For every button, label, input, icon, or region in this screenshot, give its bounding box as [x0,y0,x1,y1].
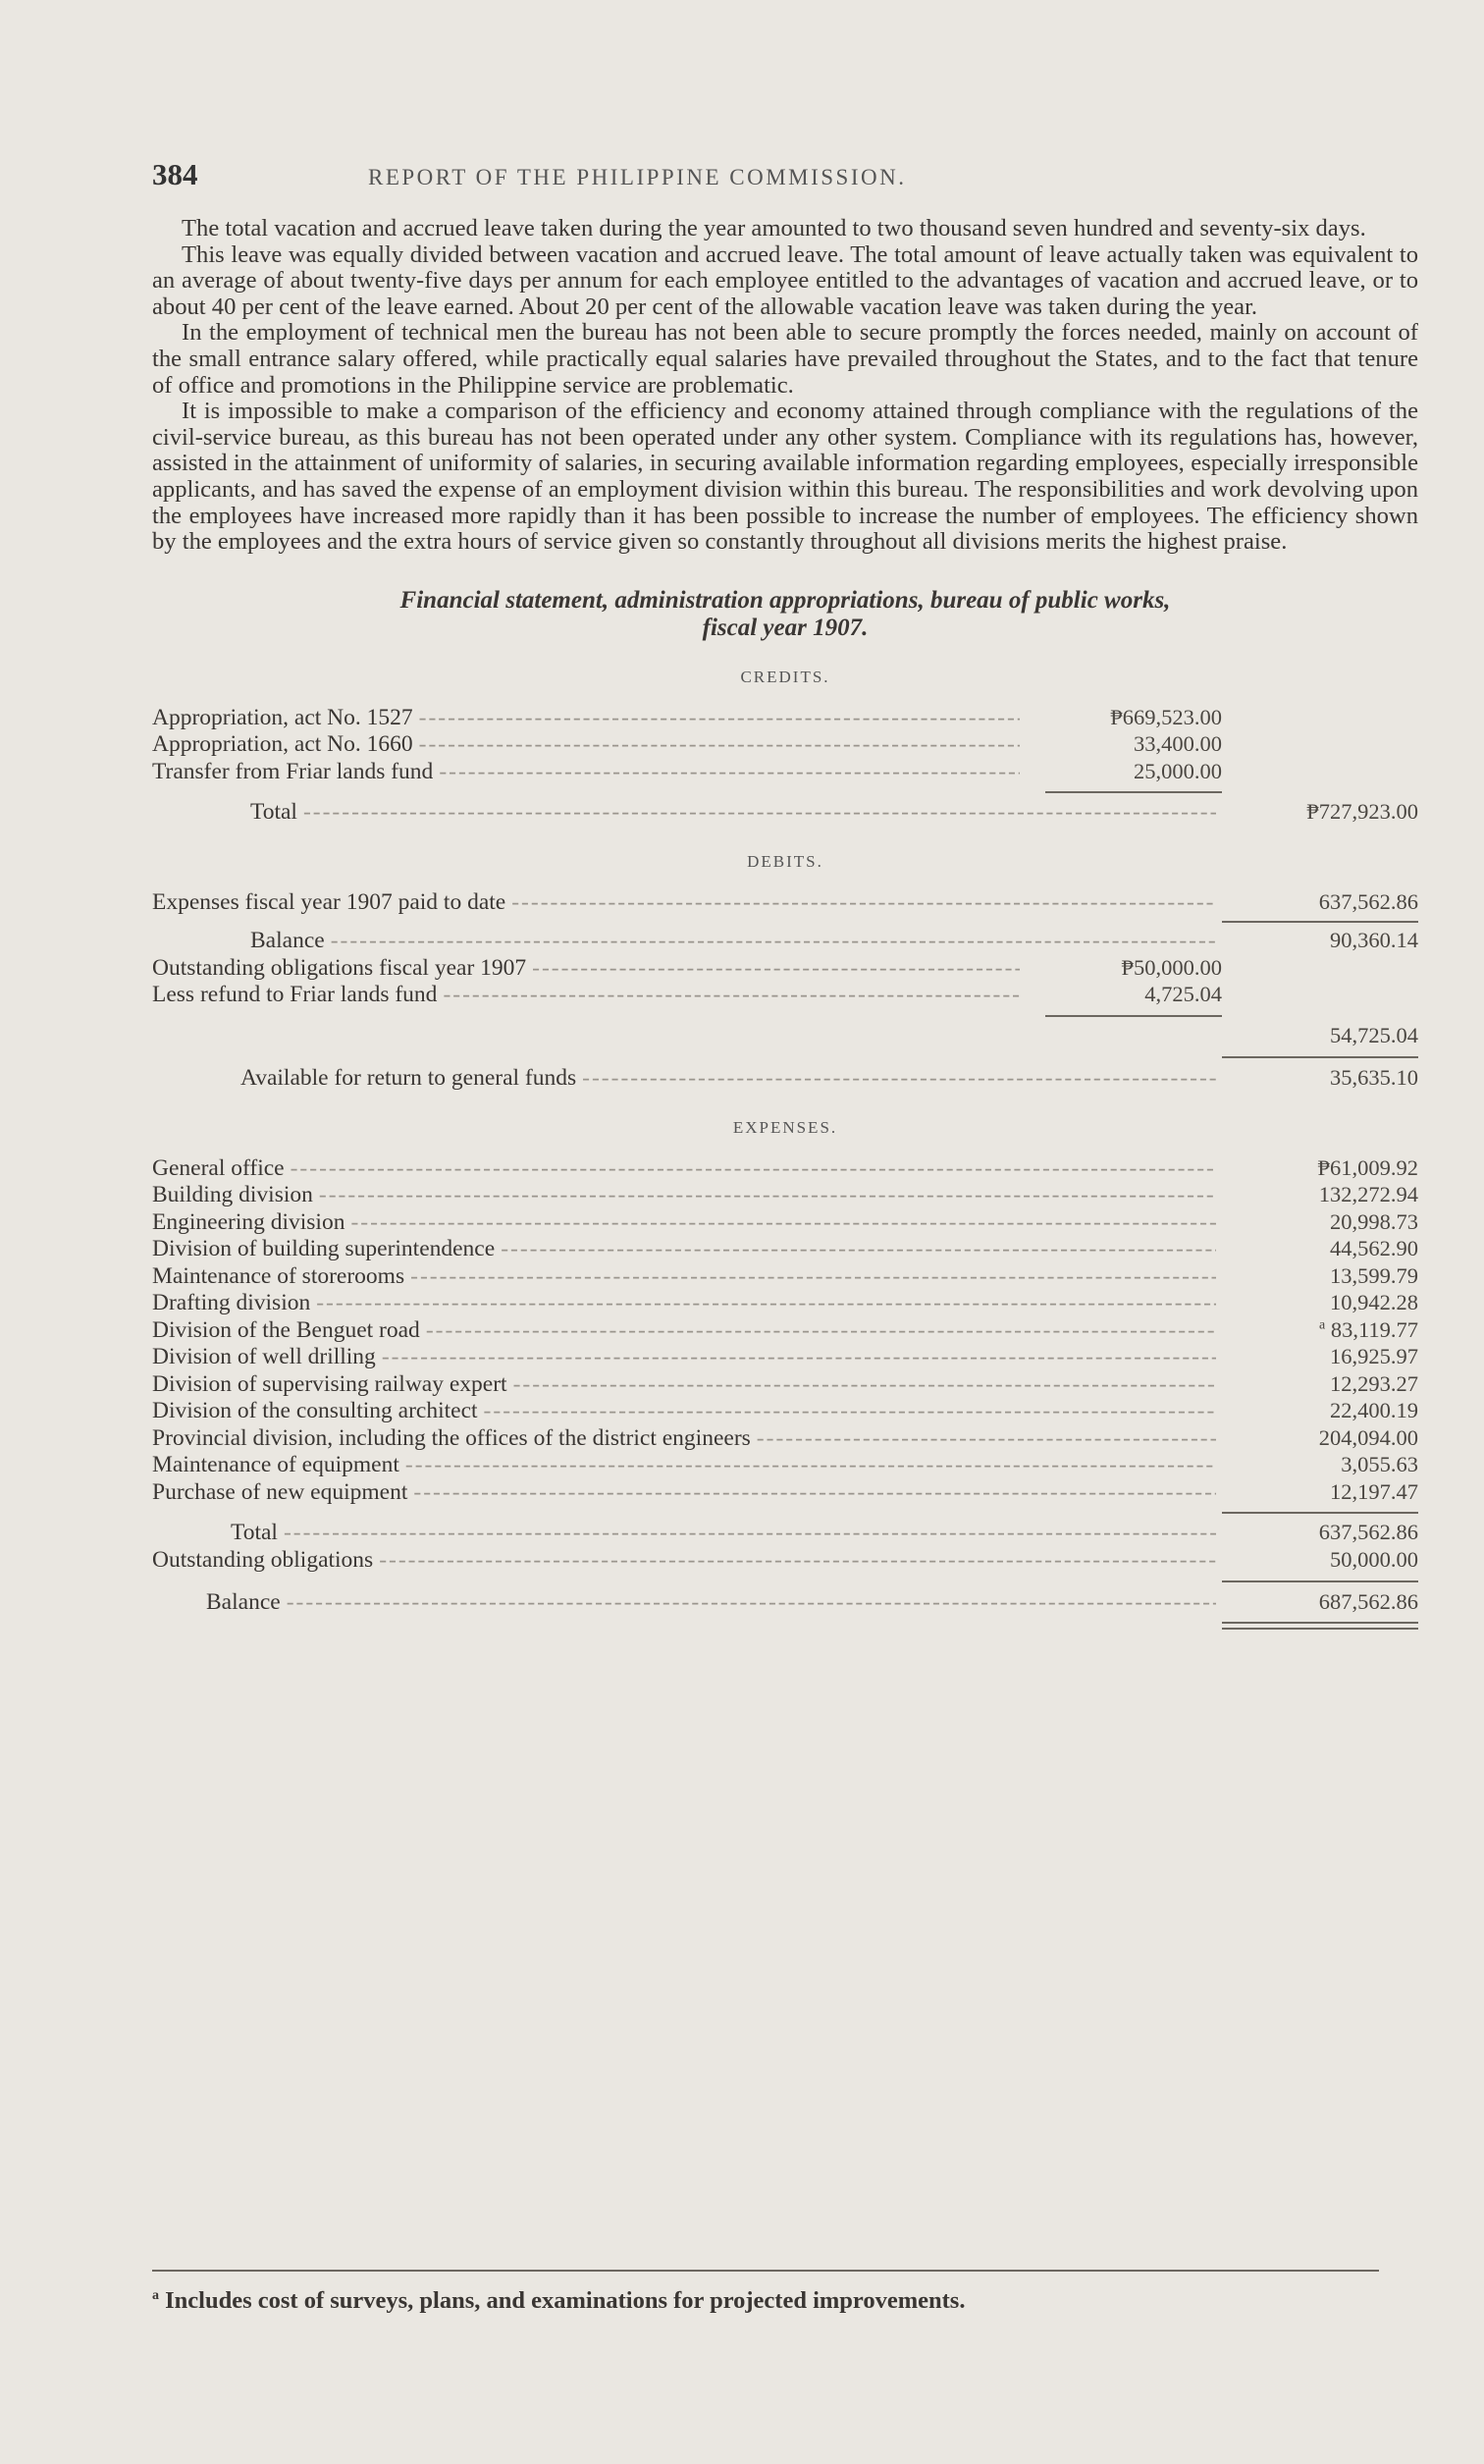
credit-amount: 33,400.00 [1134,731,1222,757]
running-title: REPORT OF THE PHILIPPINE COMMISSION. [368,165,907,189]
expense-label: Engineering division [152,1208,345,1235]
expense-label: Maintenance of equipment [152,1452,399,1478]
expenses-balance-row [152,1589,1418,1617]
expense-row [152,1317,1418,1345]
outstanding-label: Outstanding obligations fiscal year 1907 [152,954,527,981]
final-double-rule [152,1617,1418,1634]
leader-dots [419,705,1020,731]
expense-row [152,1479,1418,1507]
credit-row [152,759,1418,786]
expense-label: Drafting division [152,1290,311,1316]
expense-label: Purchase of new equipment [152,1478,408,1505]
expense-amount: 204,094.00 [1318,1424,1418,1450]
expense-label: Division of building superintendence [152,1236,496,1262]
balance-label: Balance [250,928,325,954]
paragraph-2: This leave was equally divided between vacation and accrued leave. The total amount of leave actually taken was equivalent to an average of about twenty-five days per annum for each employee entitled to the advantages of vacation and accrued leave, or to about 40 per cent of the leave earned. About 20 per cent of the allowable vacation leave was taken during the year. [152,241,1418,320]
credit-label: Appropriation, act No. 1527 [152,704,413,730]
credit-label: Transfer from Friar lands fund [152,758,434,784]
expenses-paid-row [152,889,1418,917]
expenses-table [152,1155,1418,1634]
expenses-balance-label: Balance [206,1589,281,1616]
refund-row [152,982,1418,1009]
expense-amount: 44,562.90 [1330,1236,1418,1261]
expense-label: Maintenance of storerooms [152,1262,405,1289]
expense-row [152,1182,1418,1209]
credit-row [152,731,1418,759]
refund-rule [152,1009,1418,1023]
expense-label: Division of the Benguet road [152,1316,420,1343]
leader-dots [532,955,1020,982]
leader-dots [303,799,1216,826]
leader-dots [287,1589,1216,1616]
credits-total-label: Total [250,799,297,826]
expenses-balance-amount: 687,562.86 [1318,1589,1418,1615]
balance-rule [152,1574,1418,1589]
outstanding-amount: ₱50,000.00 [1121,954,1222,980]
expenses-heading: EXPENSES. [732,1117,838,1137]
refund-amount: 4,725.04 [1144,982,1222,1007]
expense-label: Division of supervising railway expert [152,1370,507,1397]
leader-dots [582,1065,1216,1092]
paragraph-3: In the employment of technical men the bureau has not been able to secure promptly the forces needed, mainly on account of the small entrance salary offered, while practically equal salaries have prevailed throughout the States, and to the fact that tenure of office and promotions in the Philippine service are problematic. [152,319,1418,399]
credit-amount: 25,000.00 [1134,758,1222,783]
credits-table [152,705,1418,827]
page-header [152,157,1418,216]
balance-amount: 90,360.14 [1330,928,1418,953]
statement-caption [152,587,1418,642]
credits-subtotal-rule [152,785,1418,799]
expense-amount [1222,1317,1418,1343]
expenses-total-label: Total [231,1520,278,1546]
page-number: 384 [152,157,198,191]
credits-heading: CREDITS. [740,667,830,686]
available-label: Available for return to general funds [240,1065,577,1092]
page-content [152,157,1418,1634]
expense-row [152,1209,1418,1237]
footnote-separator [152,2270,1379,2272]
leader-dots [284,1520,1216,1546]
outstanding-row [152,955,1418,983]
leader-dots [511,889,1216,916]
expense-label: Division of well drilling [152,1344,376,1370]
expense-label: Division of the consulting architect [152,1398,478,1424]
leader-dots [439,759,1020,785]
debits-heading: DEBITS. [747,851,823,871]
expense-amount: 12,293.27 [1330,1370,1418,1396]
expense-label: Building division [152,1182,313,1208]
paragraph-1: The total vacation and accrued leave taken during the year amounted to two thousand seven hundred and seventy-six days. [182,215,1366,241]
credit-label: Appropriation, act No. 1660 [152,731,413,758]
leader-dots [379,1547,1216,1574]
caption-line-2: fiscal year 1907. [702,614,869,641]
footnote-marker: a [1318,1317,1326,1333]
net-obligations-row [152,1023,1418,1050]
net-obligations-amount: 54,725.04 [1330,1022,1418,1047]
available-amount: 35,635.10 [1330,1065,1418,1091]
balance-row [152,928,1418,955]
expense-label: Provincial division, including the offices of the district engineers [152,1424,751,1451]
expenses-outstanding-row [152,1547,1418,1575]
debits-rule [152,916,1418,928]
expense-amount: 12,197.47 [1330,1478,1418,1504]
expense-row [152,1290,1418,1317]
credits-total-row [152,799,1418,827]
expense-row [152,1371,1418,1399]
expenses-rule [152,1506,1418,1520]
expense-amount: ₱61,009.92 [1317,1154,1418,1180]
expense-amount: 16,925.97 [1330,1344,1418,1369]
debits-table [152,889,1418,1093]
footnote [152,2287,1379,2315]
refund-label: Less refund to Friar lands fund [152,982,438,1008]
footnote-marker: a [152,2287,159,2303]
available-rule [152,1049,1418,1065]
expense-amount-value: 83,119.77 [1330,1316,1418,1342]
expenses-outstanding-label: Outstanding obligations [152,1546,374,1573]
expense-amount: 13,599.79 [1330,1262,1418,1288]
expense-amount: 10,942.28 [1330,1290,1418,1315]
leader-dots [419,731,1020,758]
expense-row [152,1155,1418,1183]
expense-amount: 22,400.19 [1330,1398,1418,1423]
leader-dots [443,982,1020,1008]
leader-dots [331,928,1216,954]
expenses-total-row [152,1520,1418,1547]
expense-row [152,1398,1418,1425]
available-row [152,1065,1418,1093]
expense-amount: 20,998.73 [1330,1208,1418,1234]
credit-row [152,705,1418,732]
paragraph-4: It is impossible to make a comparison of the efficiency and economy attained through compliance with the regulations of the civil-service bureau, as this bureau has not been operated under any other system. Compliance with its regulations has, however, assisted in the attainment of uniformity of salaries, in securing available information regarding employees, especially irresponsible applicants, and has saved the expense of an employment division within this bureau. The responsibilities and work devolving upon the employees have increased more rapidly than it has been possible to increase the number of employees. The efficiency shown by the employees and the extra hours of service given so constantly throughout all divisions merits the highest praise. [152,398,1418,556]
expenses-paid-amount: 637,562.86 [1318,888,1418,914]
expense-row [152,1425,1418,1453]
expense-row [152,1263,1418,1291]
expense-row [152,1452,1418,1479]
credits-total-amount: ₱727,923.00 [1306,799,1418,825]
expense-row [152,1236,1418,1263]
footnote-text: Includes cost of surveys, plans, and examinations for projected improvements. [165,2287,966,2314]
caption-line-1: Financial statement, administration appropriations, bureau of public works, [399,586,1171,614]
expense-row [152,1344,1418,1371]
expenses-total-amount: 637,562.86 [1318,1520,1418,1545]
expenses-outstanding-amount: 50,000.00 [1330,1546,1418,1572]
expense-amount: 3,055.63 [1341,1452,1418,1477]
expense-label: General office [152,1154,285,1181]
credit-amount: ₱669,523.00 [1110,704,1222,729]
expenses-paid-label: Expenses fiscal year 1907 paid to date [152,888,506,915]
expense-amount: 132,272.94 [1318,1182,1418,1207]
